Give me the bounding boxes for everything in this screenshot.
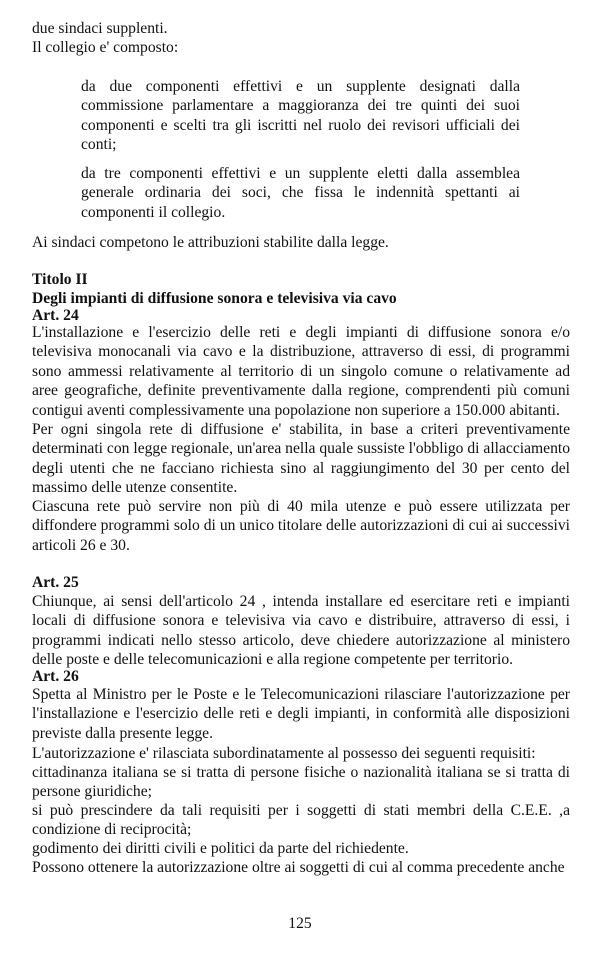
intro-line-1: due sindaci supplenti.	[32, 20, 168, 37]
page-number: 125	[288, 915, 312, 932]
article-26-paragraph-1: Spetta al Ministro per le Poste e le Telecomunicazioni rilasciare l'autorizzazione per l'installazione e l'esercizio delle reti e degli impianti, in conformità alle disposizioni previste dalla presente legge.	[32, 686, 570, 742]
article-26-line-2: godimento dei diritti civili e politici da parte del richiedente.	[32, 840, 409, 857]
section-title: Titolo II	[32, 271, 88, 288]
article-26-paragraph-2: cittadinanza italiana se si tratta di persone fisiche o nazionalità italiana se si tratta di persone giuridiche;	[32, 764, 570, 801]
article-26-paragraph-3: si può prescindere da tali requisiti per i soggetti di stati membri della C.E.E. ,a condizione di reciprocità;	[32, 802, 570, 839]
article-24-paragraph-3: Ciascuna rete può servire non più di 40 mila utenze e può essere utilizzata per diffondere programmi solo di un unico titolare delle autorizzazioni di cui ai successivi articoli 26 e 30.	[32, 498, 570, 554]
section-subtitle: Degli impianti di diffusione sonora e televisiva via cavo	[32, 290, 397, 307]
article-26-line-3: Possono ottenere la autorizzazione oltre ai soggetti di cui al comma precedente anche	[32, 859, 565, 876]
intro-line-2: Il collegio e' composto:	[32, 39, 179, 56]
article-24-paragraph-1: L'installazione e l'esercizio delle reti e degli impianti di diffusione sonora e/o televisiva monocanali via cavo e la distribuzione, attraverso di essi, di programmi sono ammessi relativamente al territorio di un singolo comune o relativamente ad aree geografiche, definite preventivamente dalla regione, comprendenti più comuni contigui aventi complessivamente una popolazione non superiore a 150.000 abitanti.	[32, 324, 570, 419]
article-25-paragraph-1: Chiunque, ai sensi dell'articolo 24 , intenda installare ed esercitare reti e impianti locali di diffusione sonora e televisiva via cavo e distribuire, attraverso di essi, i programmi indicati nello stesso articolo, deve chiedere autorizzazione al ministero delle poste e delle telecomunicazioni e alla regione competente per territorio.	[32, 593, 570, 669]
indented-paragraph-2: da tre componenti effettivi e un supplente eletti dalla assemblea generale ordinaria dei soci, che fissa le indennità spettanti ai componenti il collegio.	[81, 165, 520, 221]
article-24-paragraph-2: Per ogni singola rete di diffusione e' stabilita, in base a criteri preventivamente determinati con legge regionale, un'area nella quale sussiste l'obbligo di allacciamento degli utenti che ne facciano richiesta sino al raggiungimento del 30 per cento del massimo delle utenze consentite.	[32, 421, 570, 497]
article-25-heading: Art. 25	[32, 574, 79, 591]
article-26-line-1: L'autorizzazione e' rilasciata subordinatamente al possesso dei seguenti requisiti:	[32, 745, 536, 762]
sindaci-paragraph: Ai sindaci competono le attribuzioni stabilite dalla legge.	[32, 234, 389, 251]
indented-paragraph-1: da due componenti effettivi e un supplente designati dalla commissione parlamentare a maggioranza dei tre quinti dei suoi componenti e scelti tra gli iscritti nel ruolo dei revisori ufficiali dei conti;	[81, 78, 520, 154]
article-26-heading: Art. 26	[32, 668, 79, 685]
article-24-heading: Art. 24	[32, 307, 79, 324]
